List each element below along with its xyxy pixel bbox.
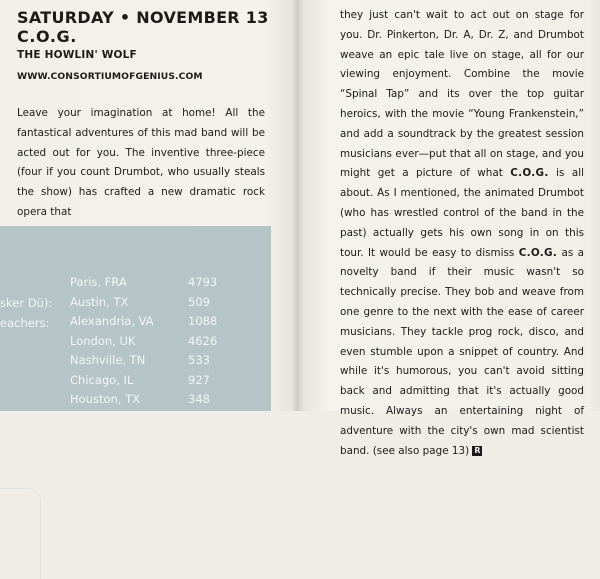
venue-name: THE HOWLIN' WOLF [17, 49, 137, 61]
article-text-1: they just can't wait to act out on stage for you. Dr. Pinkerton, Dr. A, Dr. Z, and Drumbot weave an epic tale live on stage, all for our viewing enjoyment. Combine the movie “Spinal Tap” and its over the top guitar heroics, with the movie “Young Frankenstein,” and add a soundtrack by the greatest session musicians ever—put that all on stage, and you might get a picture of what [340, 9, 584, 180]
band-name-inline: C.O.G. [518, 246, 558, 259]
distance-value: 1088 [188, 314, 218, 328]
distance-table [70, 275, 228, 412]
city-name: Austin, TX [70, 294, 129, 309]
city-name: Alexandria, VA [70, 314, 154, 328]
distance-value: 509 [188, 294, 210, 309]
table-row [70, 314, 228, 334]
right-page [300, 0, 600, 457]
table-row [70, 392, 228, 412]
table-row [70, 373, 228, 393]
article-paragraph-right [340, 6, 584, 461]
city-name: Houston, TX [70, 392, 141, 406]
map-outline [0, 488, 41, 579]
cropped-labels [0, 296, 52, 335]
table-row [70, 275, 228, 295]
distance-value: 348 [188, 392, 210, 406]
cropped-label-2: eachers: [0, 315, 50, 330]
city-name: Chicago, IL [70, 372, 134, 387]
table-row [70, 353, 228, 373]
city-name: Paris, FRA [70, 275, 127, 289]
band-name-inline: C.O.G. [510, 167, 549, 180]
page-edge-shadow [588, 0, 600, 411]
cropped-label-1: sker Dü): [0, 296, 53, 310]
band-name: C.O.G. [17, 27, 77, 46]
distance-value: 533 [188, 353, 210, 367]
article-text-3: as a novelty band if their music wasn't so technically precise. They bob and weave from one genre to the next with the ease of career musicians. They tackle prog rock, disco, and even stumble upon a snippet of country. And while it's humorous, you can't avoid sitting back and admitting that it's actually good music. Always an entertaining night of adventure with the city's own mad scientist band. (see also page 13) [340, 246, 585, 457]
city-name: Nashville, TN [70, 353, 146, 367]
article-text-2: is all about. As I mentioned, the animated Drumbot (who has wrestled control of the band in the past) actually gets his own song in on this tour. It would be easy to dismiss [340, 167, 584, 259]
distance-value: 4626 [188, 333, 218, 348]
table-row [70, 334, 228, 354]
left-page [0, 0, 292, 411]
event-date-heading: SATURDAY • NOVEMBER 13 [17, 8, 269, 27]
end-of-article-mark: R [474, 445, 481, 455]
table-row [70, 295, 228, 315]
city-name: London, UK [70, 333, 136, 348]
band-website: WWW.CONSORTIUMOFGENIUS.COM [17, 71, 203, 82]
distance-value: 4793 [188, 275, 218, 289]
article-paragraph-left: Leave your imagination at home! All the fantastical adventures of this mad band will be acted out for you. The inventive three-piece (four if you count Drumbot, who usually steals the show) has crafted a new dramatic rock opera that [17, 107, 265, 218]
distance-value: 927 [188, 372, 210, 387]
